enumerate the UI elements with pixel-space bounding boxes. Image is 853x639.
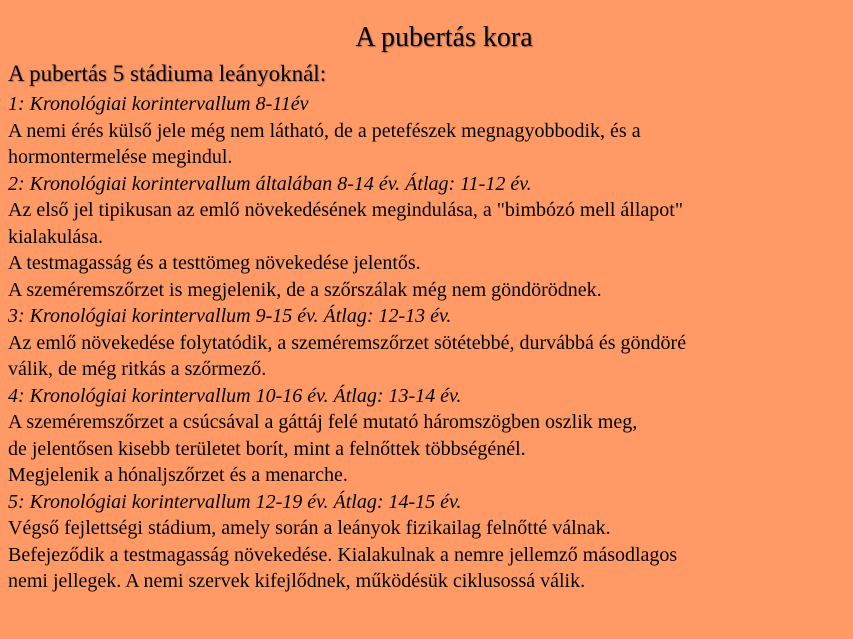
text-line: kialakulása.	[8, 225, 103, 248]
text-line: A szeméremszőrzet is megjelenik, de a szőrszálak még nem göndörödnek.	[8, 278, 602, 301]
text-line: Az emlő növekedése folytatódik, a szeméremszőrzet sötétebbé, durvábbá és göndöré	[8, 331, 687, 354]
text-line: nemi jellegek. A nemi szervek kifejlődnek, működésük ciklusossá válik.	[8, 570, 586, 592]
text-line: Megjelenik a hónaljszőrzet és a menarche.	[8, 464, 348, 486]
text-line: de jelentősen kisebb területet borít, mint a felnőttek többségénél.	[8, 437, 526, 460]
text-line: A nemi érés külső jele még nem látható, de a petefészek megnagyobbodik, és a	[8, 119, 641, 142]
text-line: A szeméremszőrzet a csúcsával a gáttáj felé mutató háromszögben oszlik meg,	[8, 411, 638, 433]
text-line: Végső fejlettségi stádium, amely során a leányok fizikailag felnőtté válnak.	[8, 517, 611, 539]
section-heading: A pubertás 5 stádiuma leányoknál:	[8, 61, 327, 86]
stage-heading: 2: Kronológiai korintervallum általában 8-14 év. Átlag: 11-12 év.	[8, 172, 532, 195]
page-title: A pubertás kora	[355, 22, 533, 53]
text-line: Befejeződik a testmagasság növekedése. Kialakulnak a nemre jellemző másodlagos	[8, 543, 678, 566]
stage-heading: 1: Kronológiai korintervallum 8-11év	[8, 93, 309, 115]
text-line: A testmagasság és a testtömeg növekedése jelentős.	[8, 252, 421, 274]
stage-heading: 3: Kronológiai korintervallum 9-15 év. Átlag: 12-13 év.	[8, 305, 452, 327]
text-line: válik, de még ritkás a szőrmező.	[8, 358, 267, 380]
stage-heading: 5: Kronológiai korintervallum 12-19 év. Átlag: 14-15 év.	[8, 490, 462, 513]
body-text	[8, 91, 848, 595]
stage-heading: 4: Kronológiai korintervallum 10-16 év. Átlag: 13-14 év.	[8, 384, 462, 407]
text-line: hormontermelése megindul.	[8, 146, 233, 168]
text-line: Az első jel tipikusan az emlő növekedésének megindulása, a "bimbózó mell állapot"	[8, 199, 684, 221]
